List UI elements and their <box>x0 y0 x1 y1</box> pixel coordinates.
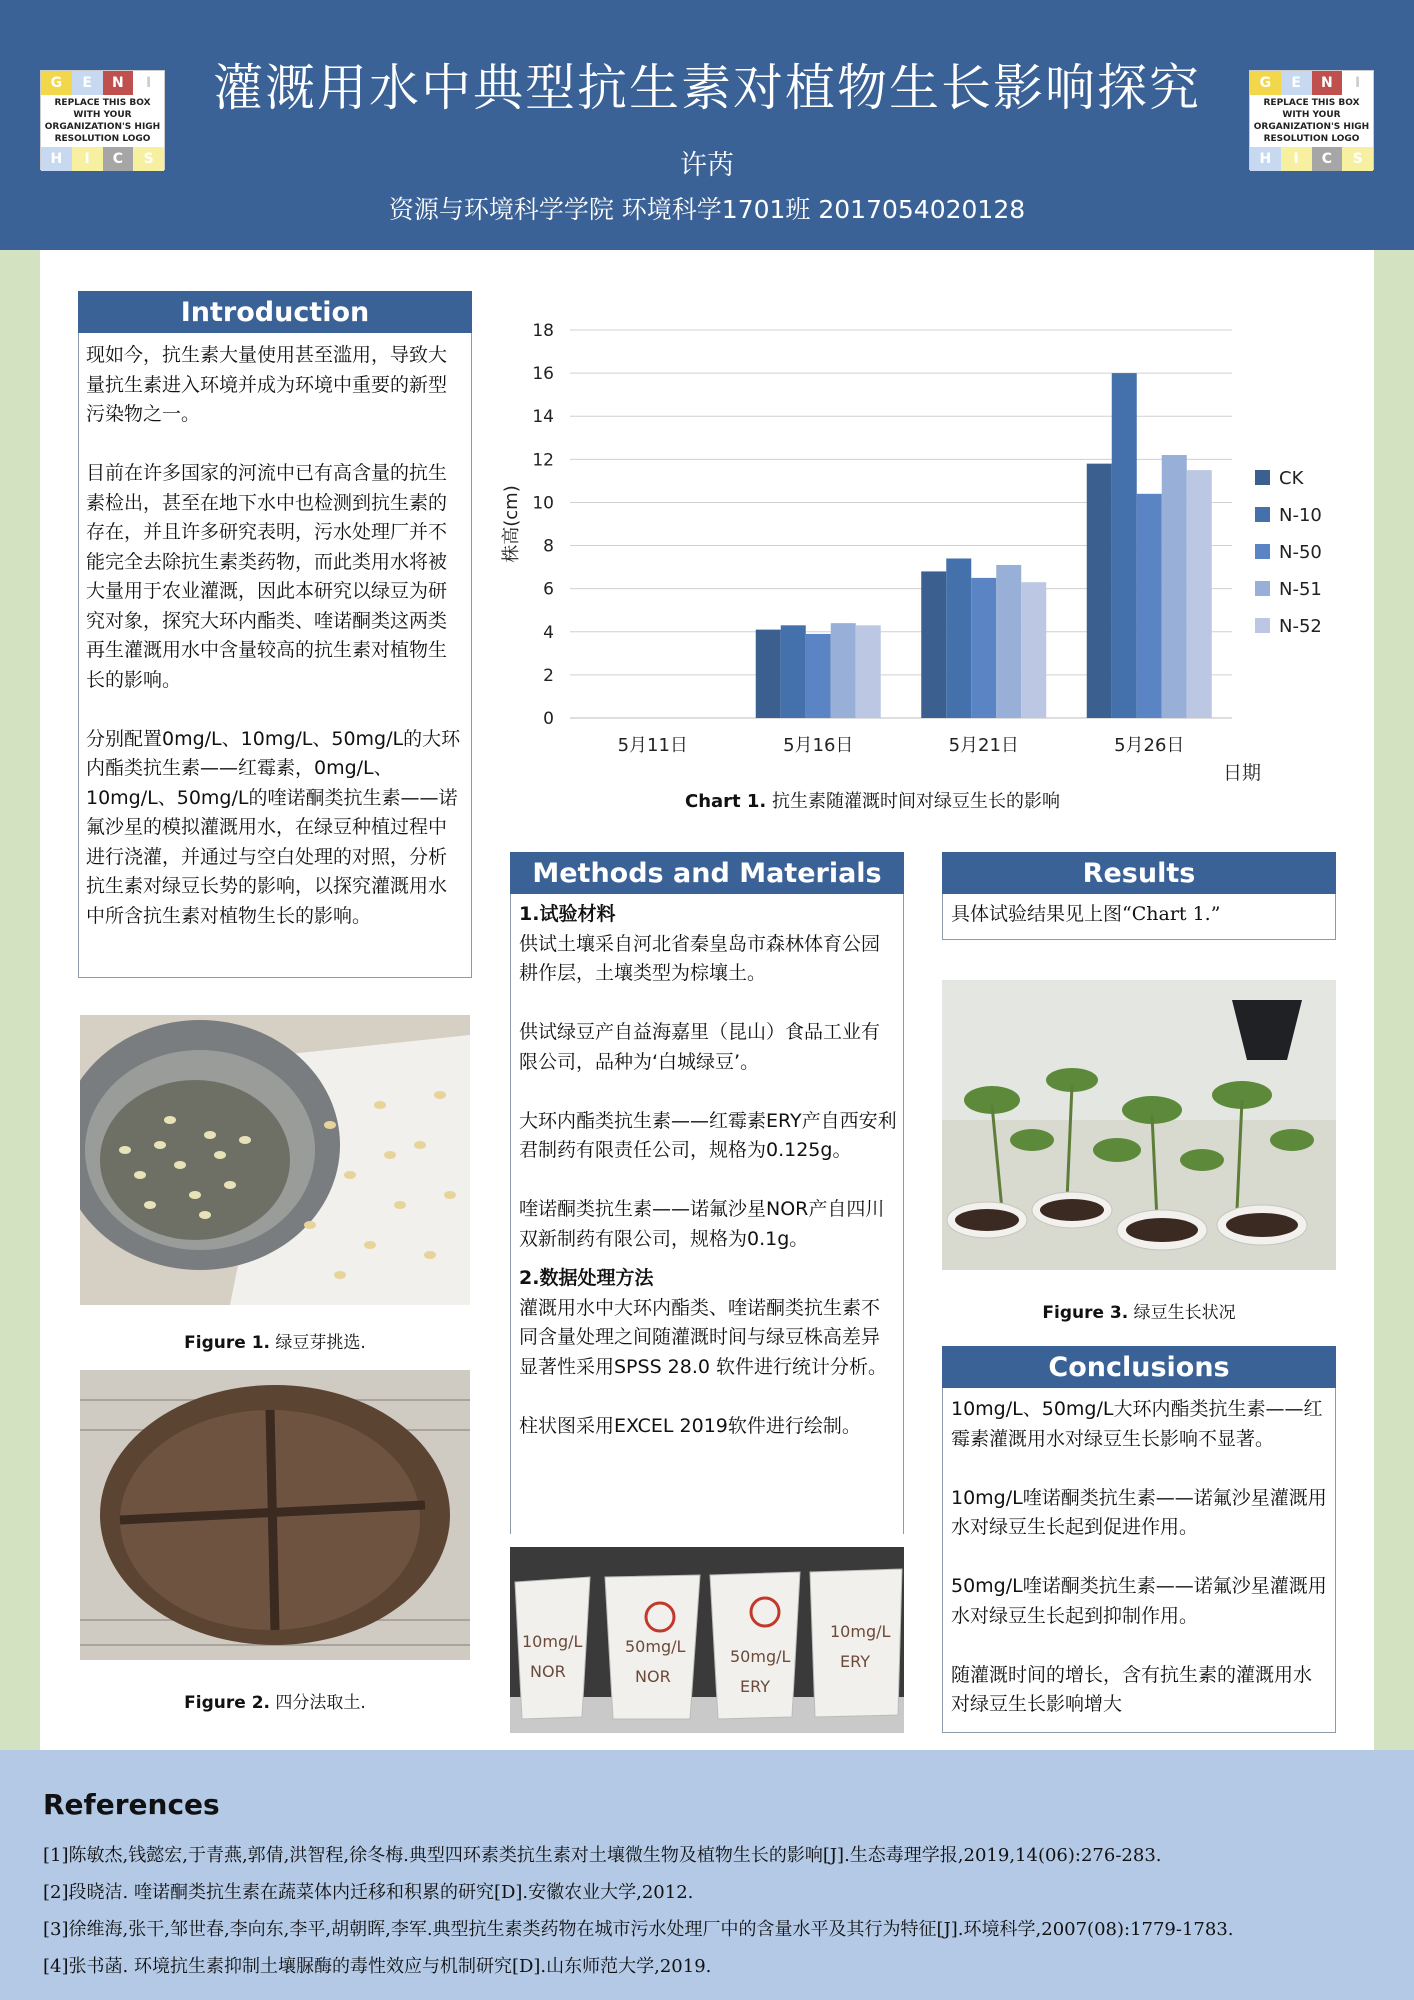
intro-paragraph: 分别配置0mg/L、10mg/L、50mg/L的大环内酯类抗生素——红霉素，0mg/L、10mg/L、50mg/L的喹诺酮类抗生素——诺氟沙星的模拟灌溉用水，在绿豆种植过程中进行浇灌，并通过与空白处理的对照，分析抗生素对绿豆长势的影响，以探究灌溉用水中所含抗生素对植物生长的影响。 <box>86 727 461 927</box>
conclusion-paragraph: 随灌溉时间的增长，含有抗生素的灌溉用水对绿豆生长影响增大 <box>951 1663 1313 1715</box>
bar-n-51 <box>831 623 856 718</box>
bar-n-10 <box>1112 373 1137 718</box>
methods-paragraph: 喹诺酮类抗生素——诺氟沙星NOR产自四川双新制药有限公司，规格为0.1g。 <box>519 1198 885 1250</box>
bar-n-51 <box>1162 455 1187 718</box>
legend-label: N-50 <box>1279 542 1322 563</box>
y-tick-label: 16 <box>532 364 554 385</box>
methods-paragraph: 供试绿豆产自益海嘉里（昆山）食品工业有限公司，品种为‘白城绿豆’。 <box>519 1021 881 1073</box>
figure-3-caption <box>942 1298 1336 1323</box>
bar-ck <box>921 571 946 718</box>
bar-n-10 <box>946 558 971 718</box>
bar-n-50 <box>806 634 831 718</box>
logo-letter: I <box>1342 71 1373 95</box>
results-text: 具体试验结果见上图“Chart 1.” <box>951 903 1221 925</box>
logo-letter: S <box>133 147 164 171</box>
logo-letter: G <box>41 71 72 95</box>
x-tick-label: 5月11日 <box>617 735 688 756</box>
chart-1-svg <box>500 305 1345 825</box>
logo-letter: H <box>41 147 72 171</box>
reference-item: [1]陈敏杰,钱懿宏,于青燕,郭倩,洪智程,徐冬梅.典型四环素类抗生素对土壤微生物及植物生长的影响[J].生态毒理学报,2019,14(06):276-283. <box>43 1845 1162 1866</box>
methods-heading: Methods and Materials <box>510 852 904 894</box>
author-name: 许芮 <box>680 150 734 181</box>
conclusion-paragraph: 10mg/L、50mg/L大环内酯类抗生素——红霉素灌溉用水对绿豆生长影响不显著。 <box>951 1398 1323 1450</box>
x-axis-title: 日期 <box>1222 762 1262 784</box>
legend-label: N-10 <box>1279 505 1322 526</box>
logo-letter: G <box>1250 71 1281 95</box>
conclusions-box <box>942 1388 1336 1733</box>
methods-paragraph: 大环内酯类抗生素——红霉素ERY产自西安利君制药有限责任公司，规格为0.125g。 <box>519 1109 897 1161</box>
y-axis-title: 株高(cm) <box>501 485 522 563</box>
legend-swatch <box>1255 618 1270 633</box>
figure-1-photo <box>80 1015 470 1305</box>
logo-letter: N <box>103 71 134 95</box>
bar-n-10 <box>781 625 806 718</box>
logo-letter: E <box>72 71 103 95</box>
cup-label: ERY <box>740 1677 770 1696</box>
legend-swatch <box>1255 581 1270 596</box>
cup-label: NOR <box>530 1662 566 1681</box>
logo-letter: C <box>103 147 134 171</box>
logo-letter: C <box>1312 147 1343 171</box>
logo-letters-bottom <box>41 147 164 171</box>
figure-2-caption <box>80 1688 470 1713</box>
chart-1-text: 抗生素随灌溉时间对绿豆生长的影响 <box>772 791 1060 812</box>
y-tick-label: 10 <box>532 493 554 514</box>
bar-n-52 <box>1021 582 1046 718</box>
conclusions-heading: Conclusions <box>942 1346 1336 1388</box>
methods-paragraph: 柱状图采用EXCEL 2019软件进行绘制。 <box>519 1414 861 1437</box>
methods-box <box>510 894 904 1534</box>
reference-item: [2]段晓洁. 喹诺酮类抗生素在蔬菜体内迁移和积累的研究[D].安徽农业大学,2012. <box>43 1882 694 1903</box>
figure-2-label: Figure 2. <box>184 1693 271 1713</box>
logo-letters-top <box>1250 71 1373 95</box>
legend-swatch <box>1255 507 1270 522</box>
bar-n-50 <box>971 578 996 718</box>
legend-label: CK <box>1279 468 1304 489</box>
reference-item: [3]徐维海,张干,邹世春,李向东,李平,胡朝晖,李军.典型抗生素类药物在城市污水处理厂中的含量水平及其行为特征[J].环境科学,2007(08):1779-1783. <box>43 1919 1234 1940</box>
intro-paragraph: 现如今，抗生素大量使用甚至滥用，导致大量抗生素进入环境并成为环境中重要的新型污染物之一。 <box>86 344 448 425</box>
logo-letter: S <box>1342 147 1373 171</box>
figure-1-label: Figure 1. <box>184 1333 271 1353</box>
legend-label: N-51 <box>1279 579 1322 600</box>
intro-paragraph: 目前在许多国家的河流中已有高含量的抗生素检出，甚至在地下水中也检测到抗生素的存在，并且许多研究表明，污水处理厂并不能完全去除抗生素类药物，而此类用水将被大量用于农业灌溉，因此本研究以绿豆为研究对象，探究大环内酯类、喹诺酮类这两类再生灌溉用水中含量较高的抗生素对植物生长的影响。 <box>86 462 448 691</box>
bar-ck <box>756 630 781 718</box>
results-heading: Results <box>942 852 1336 894</box>
logo-letter: H <box>1250 147 1281 171</box>
methods-paragraph: 供试土壤采自河北省秦皇岛市森林体育公园耕作层，土壤类型为棕壤土。 <box>519 932 881 984</box>
y-tick-label: 4 <box>543 622 554 643</box>
x-tick-label: 5月26日 <box>1114 735 1185 756</box>
logo-letter: I <box>1281 147 1312 171</box>
bar-ck <box>1087 464 1112 718</box>
results-box <box>942 894 1336 940</box>
cup-label: NOR <box>635 1667 671 1686</box>
chart-1-label: Chart 1. <box>684 791 767 812</box>
introduction-box <box>78 333 472 978</box>
references-heading: References <box>43 1788 220 1821</box>
methods-paragraph: 灌溉用水中大环内酯类、喹诺酮类抗生素不同含量处理之间随灌溉时间与绿豆株高差异显著性采用SPSS 28.0 软件进行统计分析。 <box>519 1296 888 1378</box>
methods-subheading: 1.试验材料 <box>519 903 616 925</box>
legend-swatch <box>1255 470 1270 485</box>
affiliation: 资源与环境科学学院 环境科学1701班 2017054020128 <box>388 195 1026 224</box>
references-section <box>0 1750 1414 2000</box>
figure-2-photo <box>80 1370 470 1660</box>
figure-1-text: 绿豆芽挑选. <box>275 1333 366 1353</box>
poster-title: 灌溉用水中典型抗生素对植物生长影响探究 <box>213 59 1201 117</box>
y-tick-label: 8 <box>543 536 554 557</box>
conclusion-paragraph: 50mg/L喹诺酮类抗生素——诺氟沙星灌溉用水对绿豆生长起到抑制作用。 <box>951 1575 1327 1627</box>
figure-3-label: Figure 3. <box>1042 1303 1129 1323</box>
cup-label: 10mg/L <box>830 1622 891 1641</box>
y-tick-label: 18 <box>532 321 554 341</box>
chart-1-caption <box>600 787 1145 813</box>
figure-3-photo <box>942 980 1336 1270</box>
cup-label: 50mg/L <box>730 1647 791 1666</box>
logo-letters-bottom <box>1250 147 1373 171</box>
bar-n-51 <box>996 565 1021 718</box>
bar-n-52 <box>856 625 881 718</box>
reference-item: [4]张书菡. 环境抗生素抑制土壤脲酶的毒性效应与机制研究[D].山东师范大学,2019. <box>43 1956 712 1977</box>
cup-label: ERY <box>840 1652 870 1671</box>
legend-swatch <box>1255 544 1270 559</box>
bar-n-52 <box>1187 470 1212 718</box>
y-tick-label: 14 <box>532 407 554 428</box>
logo-placeholder-right <box>1249 70 1374 170</box>
logo-letter: E <box>1281 71 1312 95</box>
logo-text: REPLACE THIS BOX WITH YOUR ORGANIZATION'S HIGH RESOLUTION LOGO <box>1253 98 1370 144</box>
logo-text: REPLACE THIS BOX WITH YOUR ORGANIZATION'S HIGH RESOLUTION LOGO <box>44 98 161 144</box>
y-tick-label: 12 <box>532 450 554 471</box>
figure-1-caption <box>80 1328 470 1353</box>
poster-header <box>0 0 1414 250</box>
legend-label: N-52 <box>1279 616 1322 637</box>
introduction-heading: Introduction <box>78 291 472 333</box>
y-tick-label: 2 <box>543 665 554 686</box>
logo-letter: I <box>133 71 164 95</box>
cup-label: 50mg/L <box>625 1637 686 1656</box>
y-tick-label: 6 <box>543 579 554 600</box>
bar-n-50 <box>1137 494 1162 718</box>
x-tick-label: 5月21日 <box>948 735 1019 756</box>
x-tick-label: 5月16日 <box>783 735 854 756</box>
figure-2-text: 四分法取土. <box>275 1693 366 1713</box>
logo-placeholder-left <box>40 70 165 170</box>
logo-letter: I <box>72 147 103 171</box>
logo-letter: N <box>1312 71 1343 95</box>
figure-3-text: 绿豆生长状况 <box>1133 1303 1236 1323</box>
chart-1 <box>500 305 1345 825</box>
methods-subheading: 2.数据处理方法 <box>519 1267 654 1289</box>
cups-photo <box>510 1547 904 1733</box>
cup-label: 10mg/L <box>522 1632 583 1651</box>
y-tick-label: 0 <box>543 709 554 729</box>
logo-letters-top <box>41 71 164 95</box>
conclusion-paragraph: 10mg/L喹诺酮类抗生素——诺氟沙星灌溉用水对绿豆生长起到促进作用。 <box>951 1486 1327 1538</box>
